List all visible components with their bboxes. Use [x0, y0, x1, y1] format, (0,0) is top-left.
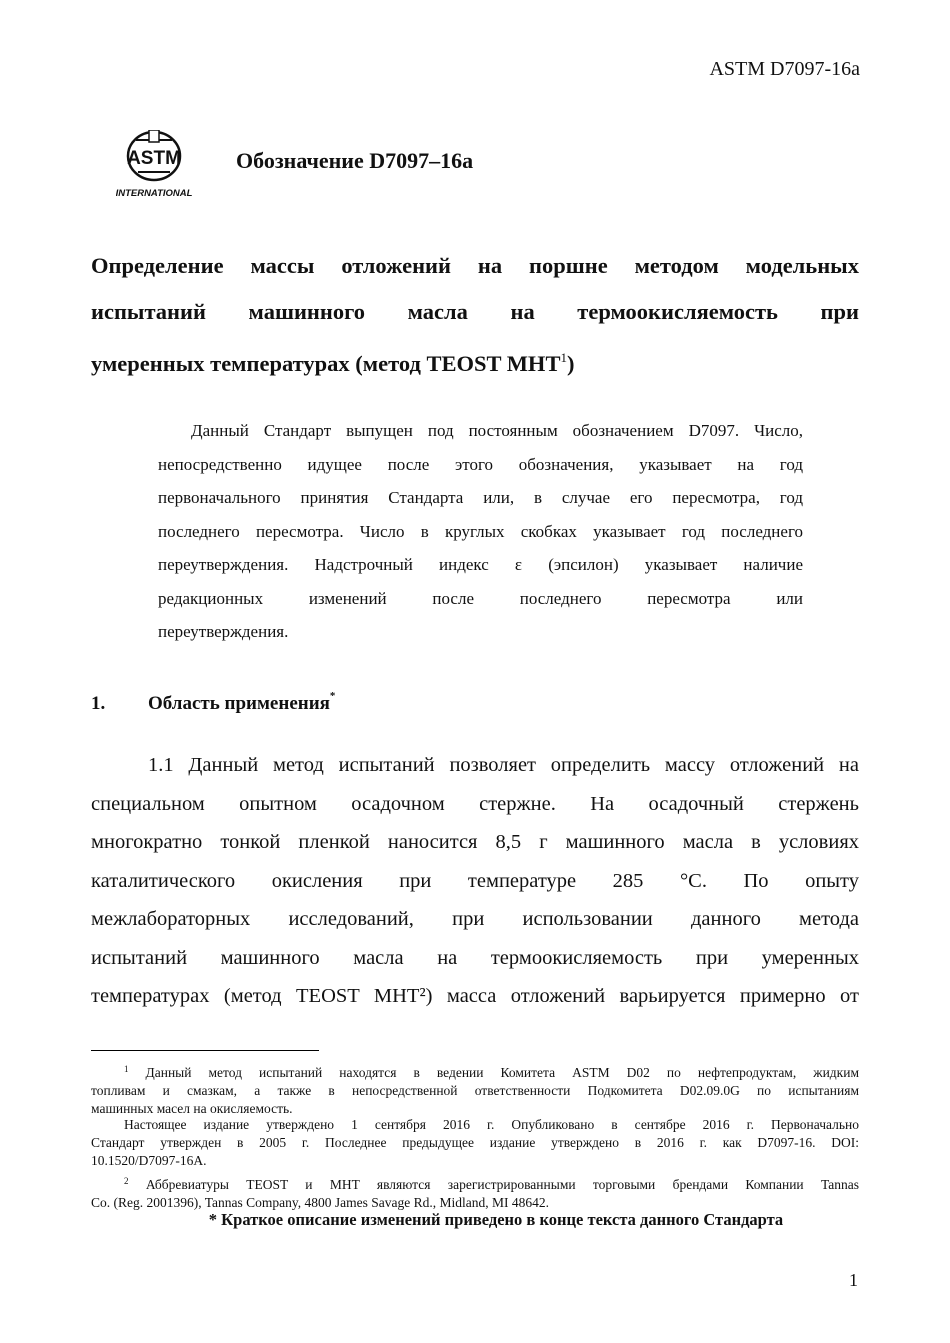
footnote-line: машинных масел на окисляемость. [91, 1101, 293, 1116]
abstract-line: непосредственно идущее после этого обозначения, указывает на год [158, 454, 803, 474]
section-number: 1. [91, 693, 106, 714]
footnote-line: Стандарт утвержден в 2005 г. Последнее предыдущее издание утверждено в 2016 г. как D7097-16. DOI: [91, 1135, 859, 1150]
footnote-separator [91, 1050, 319, 1051]
footnote-mark: 2 [124, 1176, 129, 1186]
paragraph-line: температурах (метод TEOST MHT²) масса отложений варьируется примерно от [91, 985, 859, 1007]
section-paragraph [91, 746, 859, 1016]
changes-summary-note: * Краткое описание изменений приведено в конце текста данного Стандарта [208, 1210, 784, 1229]
footnote-line: Настоящее издание утверждено 1 сентября 2016 г. Опубликовано в сентябре 2016 г. Первоначально [124, 1117, 859, 1132]
paragraph-line: 1.1 Данный метод испытаний позволяет определить массу отложений на [148, 754, 859, 776]
page-number: 1 [849, 1270, 858, 1290]
title-line: испытаний машинного масла на термоокисляемость при [91, 299, 859, 324]
svg-text:INTERNATIONAL: INTERNATIONAL [116, 188, 193, 199]
footnote-line: топливам и смазкам, а также в непосредственной ответственности Подкомитета D02.09.0G по испытаниям [91, 1083, 859, 1098]
section-title: Область применения [148, 693, 330, 714]
paragraph-line: специальном опытном осадочном стержне. На осадочный стержень [91, 792, 859, 815]
abstract-line: переутверждения. Надстрочный индекс ε (эпсилон) указывает наличие [158, 555, 803, 574]
astm-logo [116, 130, 196, 200]
astm-logo-icon [116, 130, 196, 200]
abstract-line: первоначального принятия Стандарта или, в случае его пересмотра, год [158, 488, 803, 507]
abstract-line: Данный Стандарт выпущен под постоянным обозначением D7097. Число, [191, 421, 803, 440]
section-mark: * [329, 690, 336, 702]
abstract-line: редакционных изменений после последнего пересмотра или [158, 588, 803, 608]
title-line: умеренных температурах (метод TEOST MHT$^1$) [91, 350, 575, 376]
footnote-line: $^1$ Данный метод испытаний находятся в ведении Комитета ASTM D02 по нефтепродуктам, жидким [124, 1064, 860, 1080]
standard-abstract [158, 414, 803, 649]
paragraph-line: многократно тонкой пленкой наносится 8,5 г машинного масла в условиях [91, 831, 859, 853]
section-heading [91, 690, 335, 715]
footnote-line: $^2$ Аббревиатуры TEOST и MHT являются зарегистрированными торговыми брендами Компании Tannas [124, 1176, 859, 1192]
footnote-ref: 1 [560, 350, 567, 365]
paragraph-line: межлабораторных исследований, при использовании данного метода [91, 908, 859, 930]
standard-designation: Обозначение D7097–16a [236, 148, 474, 173]
footnote-mark: 1 [124, 1064, 129, 1074]
paragraph-line: каталитического окисления при температуре 285 °C. По опыту [91, 869, 859, 892]
svg-text:ASTM: ASTM [127, 148, 181, 169]
footnote-line: Co. (Reg. 2001396), Tannas Company, 4800 James Savage Rd., Midland, MI 48642. [91, 1195, 550, 1210]
abstract-line: последнего пересмотра. Число в круглых скобках указывает год последнего [158, 521, 803, 541]
title-line: Определение массы отложений на поршне методом модельных [91, 253, 859, 278]
footnote-2 [91, 1172, 859, 1212]
footnote-line: 10.1520/D7097-16A. [91, 1153, 207, 1168]
abstract-line: переутверждения. [158, 622, 289, 641]
footnote-1-edition [91, 1116, 859, 1170]
document-title [91, 243, 859, 387]
paragraph-line: испытаний машинного масла на термоокисляемость при умеренных [91, 946, 859, 969]
document-code-header: ASTM D7097-16a [709, 58, 860, 80]
footnote-1 [91, 1060, 859, 1118]
